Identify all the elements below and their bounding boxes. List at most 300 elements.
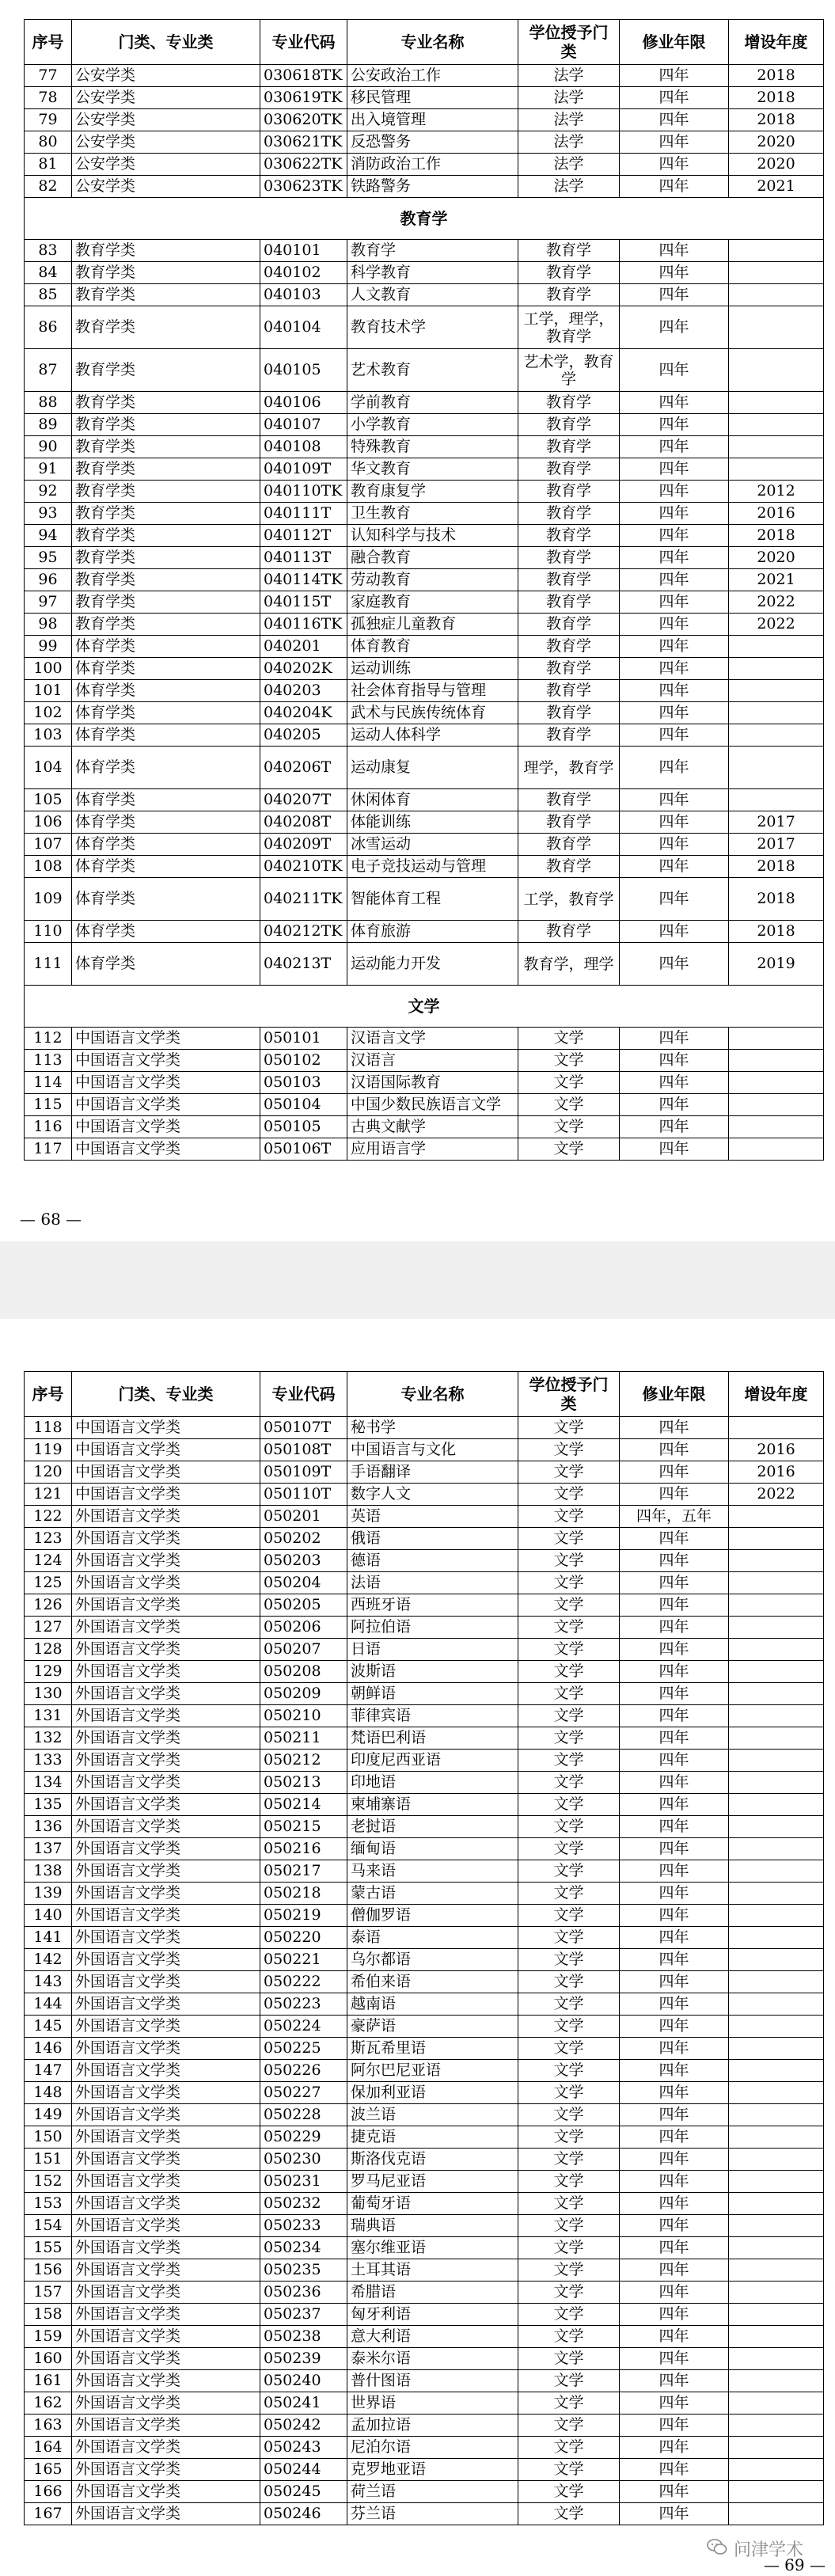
cell-category: 外国语言文学类 [72,2215,260,2237]
cell-year-added [729,1028,824,1050]
cell-degree: 文学 [518,1550,620,1572]
cell-no: 79 [25,109,72,131]
cell-major-name: 体能训练 [347,811,518,834]
cell-major-name: 体育教育 [347,636,518,658]
cell-year-added [729,284,824,306]
cell-year-added [729,724,824,747]
cell-no: 142 [25,1949,72,1971]
table-row [25,2304,824,2326]
cell-year-added [729,2304,824,2326]
table-row [25,2370,824,2392]
cell-degree: 文学 [518,2326,620,2348]
table-row [25,503,824,525]
cell-no: 99 [25,636,72,658]
cell-year-added [729,747,824,789]
cell-code: 040202K [260,658,347,680]
cell-degree: 文学 [518,1050,620,1072]
table-row [25,481,824,503]
cell-degree: 教育学 [518,503,620,525]
cell-year-added: 2022 [729,614,824,636]
cell-major-name: 运动能力开发 [347,943,518,986]
cell-no: 97 [25,591,72,614]
watermark [707,2536,803,2561]
cell-degree: 文学 [518,2126,620,2149]
cell-major-name: 意大利语 [347,2326,518,2348]
cell-no: 92 [25,481,72,503]
cell-degree: 法学 [518,154,620,176]
table-row [25,1617,824,1639]
table-row [25,1094,824,1116]
cell-major-name: 应用语言学 [347,1138,518,1161]
cell-duration: 四年 [620,1905,729,1927]
cell-year-added [729,2237,824,2259]
cell-major-name: 孟加拉语 [347,2415,518,2437]
cell-duration: 四年 [620,1050,729,1072]
cell-year-added [729,2060,824,2082]
cell-category: 外国语言文学类 [72,1794,260,1816]
cell-major-name: 法语 [347,1572,518,1594]
cell-code: 030619TK [260,87,347,109]
cell-major-name: 乌尔都语 [347,1949,518,1971]
cell-duration: 四年 [620,658,729,680]
cell-year-added: 2022 [729,591,824,614]
table-row [25,614,824,636]
table-row [25,284,824,306]
cell-no: 136 [25,1816,72,1838]
cell-code: 050219 [260,1905,347,1927]
cell-duration: 四年 [620,414,729,436]
cell-year-added: 2018 [729,65,824,87]
cell-category: 教育学类 [72,481,260,503]
cell-category: 外国语言文学类 [72,2415,260,2437]
cell-no: 153 [25,2193,72,2215]
cell-no: 112 [25,1028,72,1050]
cell-code: 050229 [260,2126,347,2149]
cell-major-name: 俄语 [347,1528,518,1550]
cell-degree: 法学 [518,65,620,87]
cell-no: 128 [25,1639,72,1661]
cell-major-name: 特殊教育 [347,436,518,458]
header-major-name: 专业名称 [347,1372,518,1417]
cell-degree: 文学 [518,2437,620,2459]
cell-code: 050246 [260,2503,347,2525]
cell-no: 132 [25,1727,72,1750]
cell-no: 125 [25,1572,72,1594]
cell-category: 教育学类 [72,436,260,458]
cell-category: 外国语言文学类 [72,2038,260,2060]
cell-code: 040105 [260,349,347,392]
cell-major-name: 希腊语 [347,2282,518,2304]
cell-category: 外国语言文学类 [72,1572,260,1594]
cell-no: 121 [25,1484,72,1506]
cell-code: 040115T [260,591,347,614]
cell-category: 体育学类 [72,878,260,921]
cell-duration: 四年 [620,2215,729,2237]
cell-code: 050216 [260,1838,347,1860]
table-row [25,1816,824,1838]
cell-code: 050220 [260,1927,347,1949]
table-row [25,1028,824,1050]
cell-category: 外国语言文学类 [72,1949,260,1971]
cell-no: 93 [25,503,72,525]
cell-year-added [729,1594,824,1617]
section-header-row [25,198,824,240]
table-row [25,1705,824,1727]
cell-code: 050110T [260,1484,347,1506]
cell-no: 167 [25,2503,72,2525]
cell-no: 163 [25,2415,72,2437]
cell-major-name: 斯洛伐克语 [347,2149,518,2171]
cell-degree: 文学 [518,2259,620,2282]
cell-degree: 文学 [518,2370,620,2392]
cell-category: 外国语言文学类 [72,1528,260,1550]
table-row [25,1971,824,1993]
cell-category: 教育学类 [72,240,260,262]
cell-degree: 文学 [518,2282,620,2304]
cell-year-added [729,2459,824,2481]
cell-duration: 四年 [620,1094,729,1116]
cell-no: 126 [25,1594,72,1617]
cell-no: 118 [25,1417,72,1439]
cell-degree: 教育学 [518,856,620,878]
cell-code: 050230 [260,2149,347,2171]
cell-year-added [729,1883,824,1905]
cell-category: 中国语言文学类 [72,1138,260,1161]
cell-code: 050209 [260,1683,347,1705]
cell-category: 教育学类 [72,414,260,436]
table-row [25,2259,824,2282]
cell-duration: 四年 [620,176,729,198]
cell-category: 中国语言文学类 [72,1439,260,1461]
header-duration: 修业年限 [620,1372,729,1417]
cell-duration: 四年 [620,2370,729,2392]
cell-no: 138 [25,1860,72,1883]
cell-year-added [729,1528,824,1550]
cell-no: 131 [25,1705,72,1727]
table-row [25,1572,824,1594]
cell-degree: 文学 [518,1572,620,1594]
cell-major-name: 运动训练 [347,658,518,680]
cell-duration: 四年 [620,87,729,109]
cell-duration: 四年 [620,2038,729,2060]
cell-category: 外国语言文学类 [72,1772,260,1794]
table-row [25,1639,824,1661]
cell-degree: 文学 [518,1484,620,1506]
cell-year-added: 2018 [729,87,824,109]
cell-duration: 四年 [620,2060,729,2082]
cell-major-name: 柬埔寨语 [347,1794,518,1816]
cell-no: 147 [25,2060,72,2082]
cell-no: 98 [25,614,72,636]
cell-degree: 文学 [518,1072,620,1094]
cell-major-name: 土耳其语 [347,2259,518,2282]
cell-degree: 文学 [518,1661,620,1683]
cell-year-added [729,1705,824,1727]
table-row [25,834,824,856]
cell-code: 040213T [260,943,347,986]
cell-duration: 四年 [620,525,729,547]
cell-major-name: 泰米尔语 [347,2348,518,2370]
cell-major-name: 希伯来语 [347,1971,518,1993]
table-row [25,811,824,834]
cell-code: 040210TK [260,856,347,878]
table-row [25,349,824,392]
cell-major-name: 豪萨语 [347,2016,518,2038]
cell-degree: 文学 [518,1683,620,1705]
cell-degree: 文学 [518,2415,620,2437]
cell-code: 050106T [260,1138,347,1161]
cell-no: 95 [25,547,72,569]
cell-no: 82 [25,176,72,198]
cell-duration: 四年 [620,702,729,724]
cell-category: 外国语言文学类 [72,1883,260,1905]
cell-year-added [729,2437,824,2459]
table-row [25,525,824,547]
cell-degree: 教育学 [518,724,620,747]
cell-major-name: 教育康复学 [347,481,518,503]
cell-major-name: 孤独症儿童教育 [347,614,518,636]
cell-duration: 四年 [620,481,729,503]
cell-no: 122 [25,1506,72,1528]
cell-major-name: 德语 [347,1550,518,1572]
cell-degree: 文学 [518,1816,620,1838]
cell-year-added [729,1506,824,1528]
cell-degree: 文学 [518,2171,620,2193]
cell-year-added [729,1417,824,1439]
table-row [25,2126,824,2149]
cell-no: 129 [25,1661,72,1683]
cell-category: 公安学类 [72,176,260,198]
header-code: 专业代码 [260,1372,347,1417]
cell-major-name: 日语 [347,1639,518,1661]
cell-major-name: 菲律宾语 [347,1705,518,1727]
cell-degree: 文学 [518,2104,620,2126]
cell-degree: 教育学，理学 [518,943,620,986]
cell-duration: 四年 [620,2348,729,2370]
cell-degree: 教育学 [518,525,620,547]
cell-no: 143 [25,1971,72,1993]
cell-category: 外国语言文学类 [72,1971,260,1993]
cell-major-name: 中国少数民族语言文学 [347,1094,518,1116]
table-row [25,1461,824,1484]
cell-code: 050101 [260,1028,347,1050]
cell-duration: 四年 [620,1860,729,1883]
cell-no: 86 [25,306,72,349]
cell-year-added [729,1949,824,1971]
cell-degree: 文学 [518,1094,620,1116]
cell-major-name: 教育技术学 [347,306,518,349]
cell-major-name: 消防政治工作 [347,154,518,176]
cell-no: 149 [25,2104,72,2126]
cell-year-added [729,2215,824,2237]
table-row [25,2392,824,2415]
cell-major-name: 捷克语 [347,2126,518,2149]
cell-duration: 四年 [620,943,729,986]
cell-year-added [729,680,824,702]
cell-no: 102 [25,702,72,724]
cell-year-added [729,306,824,349]
cell-no: 89 [25,414,72,436]
cell-duration: 四年 [620,1484,729,1506]
cell-major-name: 汉语言 [347,1050,518,1072]
cell-no: 148 [25,2082,72,2104]
cell-major-name: 智能体育工程 [347,878,518,921]
cell-year-added [729,2503,824,2525]
table-row [25,392,824,414]
cell-duration: 四年 [620,2392,729,2415]
cell-duration: 四年 [620,458,729,481]
cell-year-added: 2021 [729,176,824,198]
cell-code: 050221 [260,1949,347,1971]
cell-year-added [729,2326,824,2348]
cell-degree: 教育学 [518,392,620,414]
cell-major-name: 芬兰语 [347,2503,518,2525]
cell-duration: 四年 [620,1639,729,1661]
cell-no: 101 [25,680,72,702]
cell-major-name: 葡萄牙语 [347,2193,518,2215]
cell-degree: 教育学 [518,614,620,636]
cell-duration: 四年 [620,392,729,414]
cell-duration: 四年 [620,2304,729,2326]
cell-degree: 文学 [518,1461,620,1484]
cell-code: 040107 [260,414,347,436]
cell-major-name: 马来语 [347,1860,518,1883]
table-row [25,87,824,109]
cell-major-name: 中国语言与文化 [347,1439,518,1461]
cell-year-added [729,436,824,458]
table-row [25,724,824,747]
cell-category: 外国语言文学类 [72,2104,260,2126]
cell-no: 140 [25,1905,72,1927]
cell-category: 外国语言文学类 [72,2171,260,2193]
cell-category: 教育学类 [72,525,260,547]
cell-no: 141 [25,1927,72,1949]
cell-code: 050201 [260,1506,347,1528]
table-row [25,154,824,176]
cell-code: 050242 [260,2415,347,2437]
cell-no: 165 [25,2459,72,2481]
cell-year-added [729,1550,824,1572]
cell-code: 040208T [260,811,347,834]
table-row [25,636,824,658]
cell-major-name: 普什图语 [347,2370,518,2392]
table-row [25,680,824,702]
cell-category: 外国语言文学类 [72,2149,260,2171]
cell-year-added [729,414,824,436]
cell-degree: 教育学 [518,789,620,811]
cell-category: 体育学类 [72,943,260,986]
table-row [25,547,824,569]
cell-duration: 四年 [620,921,729,943]
cell-no: 107 [25,834,72,856]
cell-code: 040112T [260,525,347,547]
cell-code: 030620TK [260,109,347,131]
cell-year-added [729,1794,824,1816]
header-duration: 修业年限 [620,20,729,65]
cell-no: 152 [25,2171,72,2193]
cell-degree: 文学 [518,1905,620,1927]
section-header-row [25,986,824,1028]
cell-year-added: 2020 [729,547,824,569]
cell-major-name: 阿拉伯语 [347,1617,518,1639]
cell-code: 040114TK [260,569,347,591]
cell-category: 外国语言文学类 [72,1550,260,1572]
cell-code: 050212 [260,1750,347,1772]
cell-duration: 四年 [620,2149,729,2171]
cell-category: 中国语言文学类 [72,1028,260,1050]
cell-major-name: 斯瓦希里语 [347,2038,518,2060]
cell-duration: 四年 [620,154,729,176]
cell-code: 050102 [260,1050,347,1072]
cell-degree: 教育学 [518,481,620,503]
cell-year-added [729,458,824,481]
cell-degree: 文学 [518,1838,620,1860]
cell-no: 85 [25,284,72,306]
table-row [25,2082,824,2104]
cell-category: 公安学类 [72,109,260,131]
cell-no: 103 [25,724,72,747]
cell-degree: 文学 [518,1028,620,1050]
cell-duration: 四年 [620,503,729,525]
cell-code: 040204K [260,702,347,724]
table-body [25,1417,824,2525]
cell-code: 050228 [260,2104,347,2126]
cell-code: 040108 [260,436,347,458]
cell-major-name: 科学教育 [347,262,518,284]
cell-year-added [729,1927,824,1949]
cell-duration: 四年 [620,1838,729,1860]
cell-code: 050233 [260,2215,347,2237]
cell-year-added [729,2348,824,2370]
cell-duration: 四年 [620,1028,729,1050]
cell-duration: 四年 [620,349,729,392]
cell-major-name: 汉语言文学 [347,1028,518,1050]
cell-major-name: 教育学 [347,240,518,262]
cell-category: 教育学类 [72,547,260,569]
table-header-row [25,20,824,65]
cell-degree: 文学 [518,2348,620,2370]
cell-code: 050204 [260,1572,347,1594]
cell-duration: 四年 [620,1528,729,1550]
cell-degree: 文学 [518,2038,620,2060]
cell-year-added [729,1072,824,1094]
cell-no: 137 [25,1838,72,1860]
cell-year-added [729,1993,824,2016]
cell-duration: 四年 [620,2259,729,2282]
cell-code: 050234 [260,2237,347,2259]
header-degree: 学位授予门类 [518,20,620,65]
cell-category: 中国语言文学类 [72,1050,260,1072]
cell-no: 114 [25,1072,72,1094]
table-row [25,2348,824,2370]
cell-duration: 四年 [620,262,729,284]
table-row [25,2016,824,2038]
cell-category: 公安学类 [72,87,260,109]
cell-code: 050232 [260,2193,347,2215]
cell-code: 030618TK [260,65,347,87]
cell-year-added: 2017 [729,834,824,856]
cell-category: 教育学类 [72,349,260,392]
table-row [25,2459,824,2481]
page-number: — 68 — [20,1210,82,1229]
cell-no: 151 [25,2149,72,2171]
cell-year-added: 2016 [729,1461,824,1484]
cell-code: 050105 [260,1116,347,1138]
cell-code: 050103 [260,1072,347,1094]
cell-major-name: 荷兰语 [347,2481,518,2503]
cell-degree: 文学 [518,1506,620,1528]
cell-code: 040102 [260,262,347,284]
